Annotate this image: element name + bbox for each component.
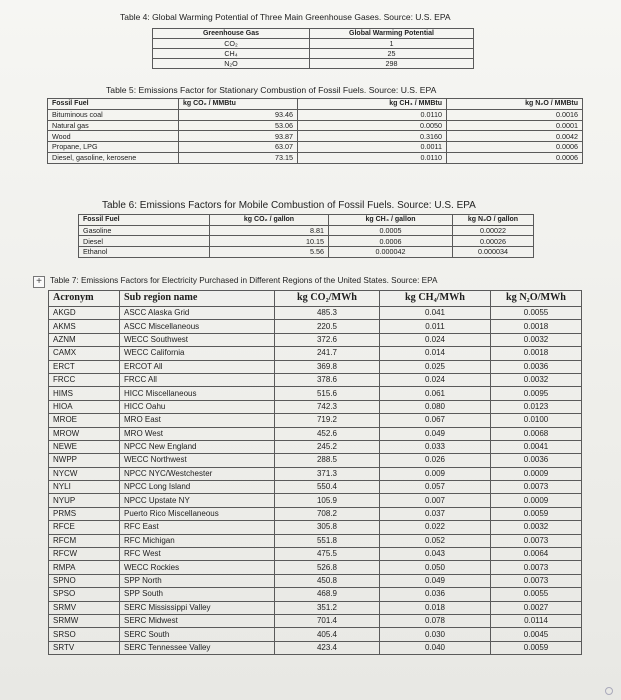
table-cell: 719.2 bbox=[275, 414, 380, 427]
table-cell: AKMS bbox=[49, 320, 120, 333]
table-cell: PRMS bbox=[49, 507, 120, 520]
table7-col-n2o: kg N₂O/MWh bbox=[491, 291, 582, 307]
table-cell: 0.0006 bbox=[329, 236, 453, 247]
table-cell: RFCM bbox=[49, 534, 120, 547]
table-row bbox=[49, 548, 582, 561]
table-cell: RFCE bbox=[49, 521, 120, 534]
table-cell: 0.0110 bbox=[298, 152, 447, 163]
table-row bbox=[49, 614, 582, 627]
table-cell: 0.033 bbox=[380, 440, 491, 453]
table-cell: 0.050 bbox=[380, 561, 491, 574]
table-cell: WECC Northwest bbox=[120, 454, 275, 467]
table-row bbox=[48, 109, 583, 120]
table-cell: 0.040 bbox=[380, 641, 491, 654]
table-cell: Puerto Rico Miscellaneous bbox=[120, 507, 275, 520]
table-cell: NPCC NYC/Westchester bbox=[120, 467, 275, 480]
table-row bbox=[49, 347, 582, 360]
table-cell: 468.9 bbox=[275, 588, 380, 601]
table-cell: 0.0055 bbox=[491, 588, 582, 601]
table-cell: 371.3 bbox=[275, 467, 380, 480]
table-cell: HIOA bbox=[49, 400, 120, 413]
table-cell: 0.026 bbox=[380, 454, 491, 467]
table-row bbox=[49, 641, 582, 654]
table-cell: 0.018 bbox=[380, 601, 491, 614]
table-cell: NPCC Long Island bbox=[120, 481, 275, 494]
table-cell: 0.0123 bbox=[491, 400, 582, 413]
table-cell: 372.6 bbox=[275, 333, 380, 346]
table-cell: SRMV bbox=[49, 601, 120, 614]
table-cell: Ethanol bbox=[79, 247, 210, 258]
table-cell: 0.0055 bbox=[491, 307, 582, 320]
table-cell: 73.15 bbox=[179, 152, 298, 163]
table-cell: 351.2 bbox=[275, 601, 380, 614]
table7-col-acronym: Acronym bbox=[49, 291, 120, 307]
table-cell: NYLI bbox=[49, 481, 120, 494]
table-cell: 485.3 bbox=[275, 307, 380, 320]
table-row bbox=[49, 320, 582, 333]
table-cell: 0.0018 bbox=[491, 347, 582, 360]
table-cell: 0.000042 bbox=[329, 247, 453, 258]
table-cell: 0.3160 bbox=[298, 131, 447, 142]
table-cell: 378.6 bbox=[275, 373, 380, 386]
table-cell: 0.0045 bbox=[491, 628, 582, 641]
table-cell: 423.4 bbox=[275, 641, 380, 654]
table-cell: 25 bbox=[310, 49, 474, 59]
table-cell: 0.041 bbox=[380, 307, 491, 320]
table5-caption: Table 5: Emissions Factor for Stationary Combustion of Fossil Fuels. Source: U.S. EPA bbox=[106, 85, 437, 95]
table-cell: SPP South bbox=[120, 588, 275, 601]
table-cell: SRTV bbox=[49, 641, 120, 654]
table-cell: ERCOT All bbox=[120, 360, 275, 373]
table-cell: 526.8 bbox=[275, 561, 380, 574]
table-cell: 0.0050 bbox=[298, 120, 447, 131]
table-cell: Propane, LPG bbox=[48, 142, 179, 153]
table-cell: CO₂ bbox=[153, 39, 310, 49]
table-cell: MROE bbox=[49, 414, 120, 427]
table-row bbox=[79, 247, 534, 258]
table-cell: NWPP bbox=[49, 454, 120, 467]
table5 bbox=[47, 98, 583, 164]
table-cell: RMPA bbox=[49, 561, 120, 574]
table-cell: NYCW bbox=[49, 467, 120, 480]
table-cell: 1 bbox=[310, 39, 474, 49]
table-cell: 452.6 bbox=[275, 427, 380, 440]
table-cell: SERC Tennessee Valley bbox=[120, 641, 275, 654]
table-cell: 298 bbox=[310, 59, 474, 69]
table-cell: RFC Michigan bbox=[120, 534, 275, 547]
table-cell: 10.15 bbox=[210, 236, 329, 247]
table-cell: 708.2 bbox=[275, 507, 380, 520]
table6-caption: Table 6: Emissions Factors for Mobile Combustion of Fossil Fuels. Source: U.S. EPA bbox=[102, 200, 476, 211]
table-cell: SRMW bbox=[49, 614, 120, 627]
table-row bbox=[49, 360, 582, 373]
table-cell: 0.078 bbox=[380, 614, 491, 627]
table-cell: 0.030 bbox=[380, 628, 491, 641]
table-cell: RFC East bbox=[120, 521, 275, 534]
table-row bbox=[49, 628, 582, 641]
table-row bbox=[49, 387, 582, 400]
table-cell: 0.00022 bbox=[453, 225, 534, 236]
table-row bbox=[49, 481, 582, 494]
table-cell: N₂O bbox=[153, 59, 310, 69]
table-cell: 0.0100 bbox=[491, 414, 582, 427]
table-cell: 53.06 bbox=[179, 120, 298, 131]
table-cell: 0.049 bbox=[380, 427, 491, 440]
table-cell: 0.014 bbox=[380, 347, 491, 360]
table-cell: MRO East bbox=[120, 414, 275, 427]
table-row bbox=[153, 39, 474, 49]
table-cell: NEWE bbox=[49, 440, 120, 453]
table-cell: 0.0011 bbox=[298, 142, 447, 153]
table-cell: 0.0095 bbox=[491, 387, 582, 400]
table-cell: SPSO bbox=[49, 588, 120, 601]
table7-col-subregion: Sub region name bbox=[120, 291, 275, 307]
table-cell: 0.0114 bbox=[491, 614, 582, 627]
table-cell: SERC Midwest bbox=[120, 614, 275, 627]
table-cell: 0.0073 bbox=[491, 574, 582, 587]
table-row bbox=[48, 120, 583, 131]
table-cell: 93.46 bbox=[179, 109, 298, 120]
table-cell: 8.81 bbox=[210, 225, 329, 236]
table-row bbox=[49, 588, 582, 601]
table-cell: AZNM bbox=[49, 333, 120, 346]
table-cell: 5.56 bbox=[210, 247, 329, 258]
table-row bbox=[49, 400, 582, 413]
table-cell: 0.0027 bbox=[491, 601, 582, 614]
table-cell: 0.0042 bbox=[447, 131, 583, 142]
table-cell: 0.011 bbox=[380, 320, 491, 333]
table-move-handle-icon[interactable]: + bbox=[33, 276, 45, 288]
table7-header bbox=[49, 291, 582, 307]
table-cell: ERCT bbox=[49, 360, 120, 373]
table-cell: 0.009 bbox=[380, 467, 491, 480]
table-cell: RFC West bbox=[120, 548, 275, 561]
table-cell: 0.049 bbox=[380, 574, 491, 587]
table-cell: WECC Southwest bbox=[120, 333, 275, 346]
table-row bbox=[49, 507, 582, 520]
table5-col-ch4: kg CH₄ / MMBtu bbox=[298, 99, 447, 110]
table-cell: 0.0059 bbox=[491, 507, 582, 520]
table-cell: MRO West bbox=[120, 427, 275, 440]
table-cell: Gasoline bbox=[79, 225, 210, 236]
table5-col-co2: kg CO₂ / MMBtu bbox=[179, 99, 298, 110]
table-row bbox=[49, 574, 582, 587]
table-cell: 742.3 bbox=[275, 400, 380, 413]
table-cell: 515.6 bbox=[275, 387, 380, 400]
table-cell: WECC Rockies bbox=[120, 561, 275, 574]
table-cell: Diesel, gasoline, kerosene bbox=[48, 152, 179, 163]
table7 bbox=[48, 290, 582, 655]
table-cell: ASCC Miscellaneous bbox=[120, 320, 275, 333]
table-cell: NPCC Upstate NY bbox=[120, 494, 275, 507]
table-cell: 241.7 bbox=[275, 347, 380, 360]
table-cell: 0.0059 bbox=[491, 641, 582, 654]
table-cell: 0.080 bbox=[380, 400, 491, 413]
table-cell: 0.0036 bbox=[491, 360, 582, 373]
table5-body bbox=[48, 109, 583, 163]
table4-col-gas: Greenhouse Gas bbox=[153, 29, 310, 39]
table-cell: 0.0006 bbox=[447, 152, 583, 163]
table5-col-fuel: Fossil Fuel bbox=[48, 99, 179, 110]
table-cell: SPNO bbox=[49, 574, 120, 587]
table-cell: 550.4 bbox=[275, 481, 380, 494]
table-row bbox=[153, 49, 474, 59]
table6-body bbox=[79, 225, 534, 257]
table-row bbox=[49, 307, 582, 320]
table-cell: 0.0073 bbox=[491, 561, 582, 574]
table6-header bbox=[79, 215, 534, 226]
table-cell: 0.0005 bbox=[329, 225, 453, 236]
table-row bbox=[153, 59, 474, 69]
table7-col-ch4: kg CH₄/MWh bbox=[380, 291, 491, 307]
table6-col-ch4: kg CH₄ / gallon bbox=[329, 215, 453, 226]
table-cell: 0.0064 bbox=[491, 548, 582, 561]
table-cell: CAMX bbox=[49, 347, 120, 360]
table-row bbox=[49, 454, 582, 467]
table-cell: 0.043 bbox=[380, 548, 491, 561]
table-cell: 0.061 bbox=[380, 387, 491, 400]
table-cell: ASCC Alaska Grid bbox=[120, 307, 275, 320]
table-cell: 0.037 bbox=[380, 507, 491, 520]
table-cell: 0.022 bbox=[380, 521, 491, 534]
table-cell: 551.8 bbox=[275, 534, 380, 547]
table-cell: CH₄ bbox=[153, 49, 310, 59]
table-cell: 475.5 bbox=[275, 548, 380, 561]
table-row bbox=[48, 152, 583, 163]
table-cell: 405.4 bbox=[275, 628, 380, 641]
table-cell: 0.067 bbox=[380, 414, 491, 427]
table-cell: SRSO bbox=[49, 628, 120, 641]
table-cell: SERC Mississippi Valley bbox=[120, 601, 275, 614]
table-row bbox=[49, 521, 582, 534]
table6-col-co2: kg CO₂ / gallon bbox=[210, 215, 329, 226]
table-cell: HICC Oahu bbox=[120, 400, 275, 413]
table-cell: 0.0068 bbox=[491, 427, 582, 440]
table-cell: RFCW bbox=[49, 548, 120, 561]
table5-col-n2o: kg N₂O / MMBtu bbox=[447, 99, 583, 110]
table-cell: 0.0001 bbox=[447, 120, 583, 131]
table-row bbox=[48, 131, 583, 142]
table-cell: 701.4 bbox=[275, 614, 380, 627]
table-cell: 0.024 bbox=[380, 333, 491, 346]
table-cell: Bituminous coal bbox=[48, 109, 179, 120]
table-cell: SPP North bbox=[120, 574, 275, 587]
table-cell: Wood bbox=[48, 131, 179, 142]
resize-corner-icon[interactable] bbox=[605, 687, 613, 695]
table-cell: 0.0110 bbox=[298, 109, 447, 120]
table-row bbox=[79, 225, 534, 236]
table-cell: NPCC New England bbox=[120, 440, 275, 453]
table4-col-gwp: Global Warming Potential bbox=[310, 29, 474, 39]
table-cell: 0.0006 bbox=[447, 142, 583, 153]
table-row bbox=[48, 142, 583, 153]
table-cell: WECC California bbox=[120, 347, 275, 360]
table7-body bbox=[49, 307, 582, 655]
table7-col-co2: kg CO₂/MWh bbox=[275, 291, 380, 307]
table-row bbox=[49, 333, 582, 346]
table-cell: 0.0032 bbox=[491, 521, 582, 534]
table-row bbox=[79, 236, 534, 247]
table-row bbox=[49, 414, 582, 427]
table6 bbox=[78, 214, 534, 258]
table-cell: 305.8 bbox=[275, 521, 380, 534]
table-cell: 0.024 bbox=[380, 373, 491, 386]
table-cell: 220.5 bbox=[275, 320, 380, 333]
table-cell: 0.00026 bbox=[453, 236, 534, 247]
table-cell: 0.0018 bbox=[491, 320, 582, 333]
table-row bbox=[49, 440, 582, 453]
table-cell: 0.052 bbox=[380, 534, 491, 547]
table-row bbox=[49, 601, 582, 614]
table-cell: 0.0009 bbox=[491, 494, 582, 507]
table-cell: 63.07 bbox=[179, 142, 298, 153]
table-row bbox=[49, 427, 582, 440]
table-cell: 0.036 bbox=[380, 588, 491, 601]
table-cell: 450.8 bbox=[275, 574, 380, 587]
table-cell: HICC Miscellaneous bbox=[120, 387, 275, 400]
table-cell: 0.057 bbox=[380, 481, 491, 494]
table-cell: 105.9 bbox=[275, 494, 380, 507]
table-cell: HIMS bbox=[49, 387, 120, 400]
table-cell: 0.000034 bbox=[453, 247, 534, 258]
table-cell: Diesel bbox=[79, 236, 210, 247]
table-row bbox=[49, 373, 582, 386]
table-cell: 0.0016 bbox=[447, 109, 583, 120]
table-cell: Natural gas bbox=[48, 120, 179, 131]
table-cell: MROW bbox=[49, 427, 120, 440]
table-cell: 0.025 bbox=[380, 360, 491, 373]
table4-header bbox=[153, 29, 474, 39]
table-cell: 245.2 bbox=[275, 440, 380, 453]
table-cell: 0.0036 bbox=[491, 454, 582, 467]
table5-header bbox=[48, 99, 583, 110]
table-cell: 93.87 bbox=[179, 131, 298, 142]
table-cell: 0.0041 bbox=[491, 440, 582, 453]
table-cell: 288.5 bbox=[275, 454, 380, 467]
table-cell: FRCC All bbox=[120, 373, 275, 386]
table-row bbox=[49, 494, 582, 507]
table-cell: 0.0032 bbox=[491, 333, 582, 346]
table-row bbox=[49, 534, 582, 547]
table4 bbox=[152, 28, 474, 69]
table4-body bbox=[153, 39, 474, 69]
table-cell: FRCC bbox=[49, 373, 120, 386]
table-cell: 0.007 bbox=[380, 494, 491, 507]
table-row bbox=[49, 467, 582, 480]
table-cell: SERC South bbox=[120, 628, 275, 641]
table7-caption: Table 7: Emissions Factors for Electricity Purchased in Different Regions of the United States. Source: EPA bbox=[50, 276, 438, 285]
table-cell: AKGD bbox=[49, 307, 120, 320]
table4-caption: Table 4: Global Warming Potential of Three Main Greenhouse Gases. Source: U.S. EPA bbox=[120, 12, 451, 22]
table-cell: NYUP bbox=[49, 494, 120, 507]
table-cell: 0.0073 bbox=[491, 481, 582, 494]
table-cell: 369.8 bbox=[275, 360, 380, 373]
table-cell: 0.0032 bbox=[491, 373, 582, 386]
table-row bbox=[49, 561, 582, 574]
table6-col-fuel: Fossil Fuel bbox=[79, 215, 210, 226]
table6-col-n2o: kg N₂O / gallon bbox=[453, 215, 534, 226]
table-cell: 0.0073 bbox=[491, 534, 582, 547]
table-cell: 0.0009 bbox=[491, 467, 582, 480]
